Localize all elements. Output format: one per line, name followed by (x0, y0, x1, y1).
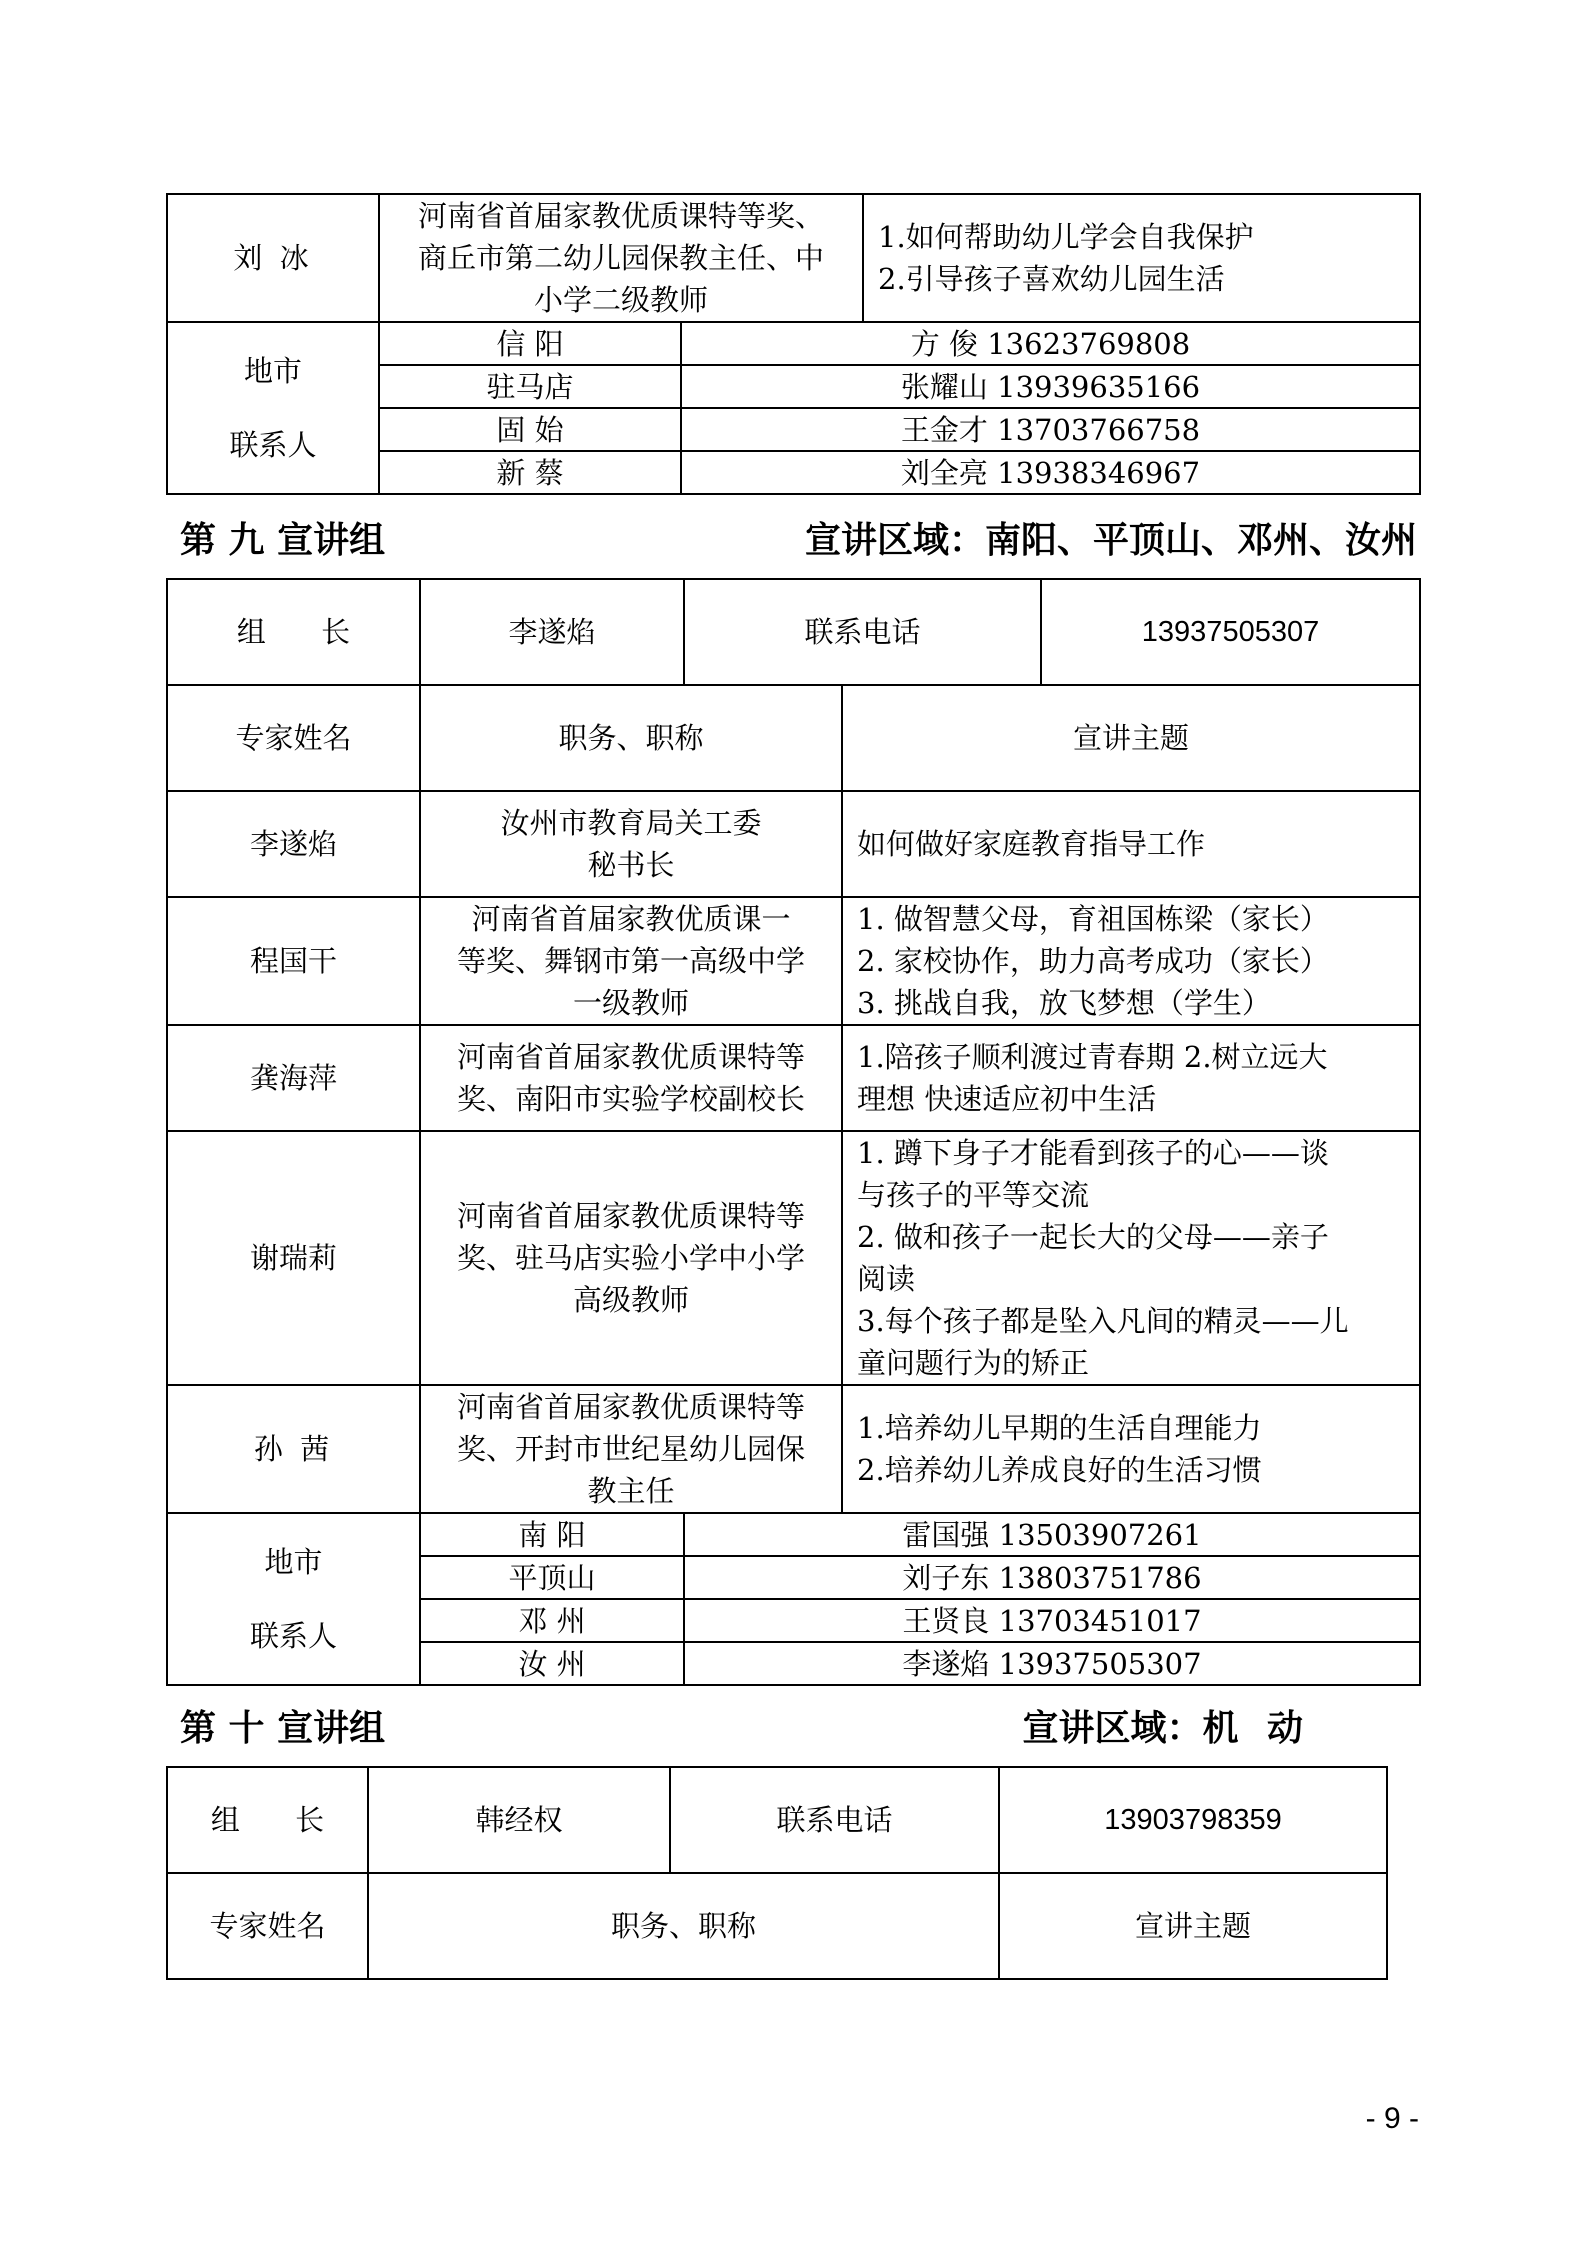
column-header-title: 职务、职称 (368, 1873, 999, 1979)
expert-title: 河南省首届家教优质课一 等奖、舞钢市第一高级中学 一级教师 (420, 897, 842, 1025)
expert-topics: 1.如何帮助幼儿学会自我保护 2.引导孩子喜欢幼儿园生活 (863, 194, 1420, 322)
group10-table (166, 1766, 1388, 1980)
contact-person: 张耀山 13939635166 (681, 365, 1420, 408)
leader-label: 组 长 (167, 1767, 368, 1873)
column-header-name: 专家姓名 (167, 1873, 368, 1979)
group9-region (805, 512, 1417, 563)
expert-topics: 1. 蹲下身子才能看到孩子的心——谈 与孩子的平等交流 2. 做和孩子一起长大的父母——亲子 阅读 3.每个孩子都是坠入凡间的精灵——儿 童问题行为的矫正 (842, 1131, 1420, 1385)
expert-name: 谢瑞莉 (167, 1131, 420, 1385)
contact-city: 信 阳 (379, 322, 681, 365)
region-label: 宣讲区域： (1022, 1708, 1203, 1749)
leader-label: 组 长 (167, 579, 420, 685)
region-label: 宣讲区域： (804, 520, 985, 561)
contacts-label: 地市 联系人 (167, 322, 379, 494)
leader-name: 李遂焰 (420, 579, 684, 685)
contact-person: 李遂焰 13937505307 (684, 1642, 1420, 1685)
expert-title: 河南省首届家教优质课特等 奖、南阳市实验学校副校长 (420, 1025, 842, 1131)
expert-title: 河南省首届家教优质课特等 奖、驻马店实验小学中小学 高级教师 (420, 1131, 842, 1385)
contact-city: 平顶山 (420, 1556, 684, 1599)
group10-heading: 第 十 宣讲组 (180, 1708, 386, 1749)
group8-continued-table (166, 193, 1421, 495)
contact-person: 刘全亮 13938346967 (681, 451, 1420, 494)
contact-city: 新 蔡 (379, 451, 681, 494)
column-header-title: 职务、职称 (420, 685, 842, 791)
leader-phone: 13903798359 (999, 1767, 1387, 1873)
contact-city: 南 阳 (420, 1513, 684, 1556)
expert-name: 程国干 (167, 897, 420, 1025)
group10-region (1022, 1700, 1311, 1751)
expert-name: 孙 茜 (167, 1385, 420, 1513)
contact-person: 方 俊 13623769808 (681, 322, 1420, 365)
phone-label: 联系电话 (684, 579, 1041, 685)
group9-table (166, 578, 1421, 1686)
page-number: - 9 - (1365, 2102, 1419, 2135)
phone-label: 联系电话 (670, 1767, 999, 1873)
region-value: 机 动 (1202, 1707, 1311, 1749)
expert-name: 龚海萍 (167, 1025, 420, 1131)
contact-person: 刘子东 13803751786 (684, 1556, 1420, 1599)
expert-topics: 1. 做智慧父母，育祖国栋梁（家长） 2. 家校协作，助力高考成功（家长） 3. 挑战自我，放飞梦想（学生） (842, 897, 1420, 1025)
contact-city: 汝 州 (420, 1642, 684, 1685)
expert-name: 刘 冰 (167, 194, 379, 322)
contact-person: 王金才 13703766758 (681, 408, 1420, 451)
leader-phone: 13937505307 (1041, 579, 1420, 685)
contact-person: 雷国强 13503907261 (684, 1513, 1420, 1556)
column-header-topic: 宣讲主题 (842, 685, 1420, 791)
column-header-topic: 宣讲主题 (999, 1873, 1387, 1979)
expert-title: 河南省首届家教优质课特等 奖、开封市世纪星幼儿园保 教主任 (420, 1385, 842, 1513)
expert-title: 河南省首届家教优质课特等奖、 商丘市第二幼儿园保教主任、中 小学二级教师 (379, 194, 863, 322)
group9-heading: 第 九 宣讲组 (180, 520, 386, 561)
expert-title: 汝州市教育局关工委 秘书长 (420, 791, 842, 897)
column-header-name: 专家姓名 (167, 685, 420, 791)
region-value: 南阳、平顶山、邓州、汝州 (984, 519, 1417, 561)
expert-topics: 1.陪孩子顺利渡过青春期 2.树立远大 理想 快速适应初中生活 (842, 1025, 1420, 1131)
contacts-label: 地市 联系人 (167, 1513, 420, 1685)
expert-name: 李遂焰 (167, 791, 420, 897)
contact-city: 驻马店 (379, 365, 681, 408)
expert-topics: 1.培养幼儿早期的生活自理能力 2.培养幼儿养成良好的生活习惯 (842, 1385, 1420, 1513)
expert-topics: 如何做好家庭教育指导工作 (842, 791, 1420, 897)
leader-name: 韩经权 (368, 1767, 670, 1873)
contact-city: 邓 州 (420, 1599, 684, 1642)
contact-city: 固 始 (379, 408, 681, 451)
contact-person: 王贤良 13703451017 (684, 1599, 1420, 1642)
